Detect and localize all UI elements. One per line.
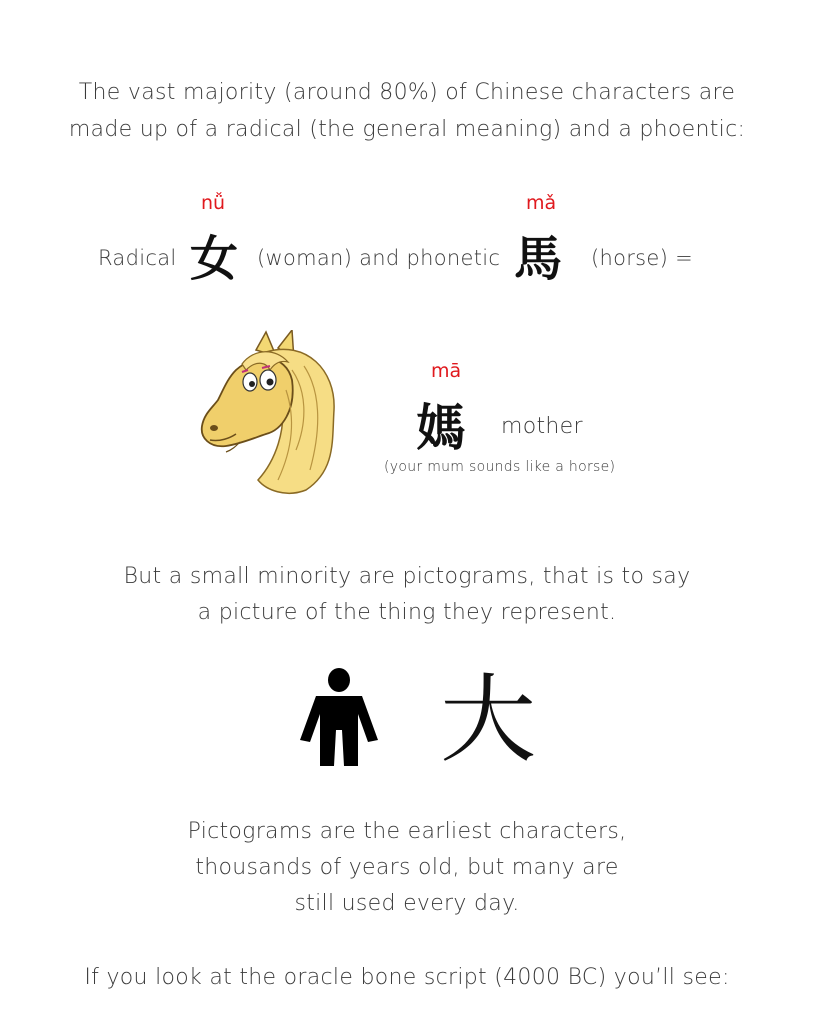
pictogram-history-line-1: Pictograms are the earliest characters, bbox=[187, 819, 627, 844]
phonetic-character: 馬 bbox=[514, 231, 563, 287]
result-character: 媽 bbox=[416, 398, 466, 457]
result-note: (your mum sounds like a horse) bbox=[384, 459, 616, 475]
radical-meaning: (woman) and phonetic bbox=[257, 246, 501, 270]
horse-head-illustration bbox=[196, 330, 342, 495]
intro-line-2: made up of a radical (the general meaning) and a phoentic: bbox=[68, 117, 746, 142]
intro-paragraph bbox=[0, 74, 814, 148]
intro-line-1: The vast majority (around 80%) of Chinese characters are bbox=[78, 80, 736, 105]
person-silhouette-icon bbox=[298, 668, 380, 768]
pictogram-history-line-3: still used every day. bbox=[294, 891, 520, 916]
pictogram-intro-line-2: a picture of the thing they represent. bbox=[197, 600, 617, 625]
radical-label: Radical bbox=[98, 246, 177, 270]
phonetic-meaning: (horse) = bbox=[591, 246, 694, 270]
oracle-bone-intro bbox=[0, 960, 814, 996]
pictogram-intro-line-1: But a small minority are pictograms, that is to say bbox=[123, 564, 691, 589]
pictogram-character: 大 bbox=[440, 664, 536, 776]
radical-pinyin: nǚ bbox=[201, 192, 226, 214]
radical-character: 女 bbox=[190, 231, 239, 287]
oracle-bone-line: If you look at the oracle bone script (4000 BC) you’ll see: bbox=[84, 965, 730, 990]
pictogram-history bbox=[0, 814, 814, 922]
phonetic-pinyin: mǎ bbox=[526, 192, 557, 214]
pictogram-history-line-2: thousands of years old, but many are bbox=[195, 855, 619, 880]
pictogram-intro bbox=[0, 559, 814, 631]
result-meaning: mother bbox=[501, 414, 583, 439]
result-pinyin: mā bbox=[431, 360, 462, 382]
